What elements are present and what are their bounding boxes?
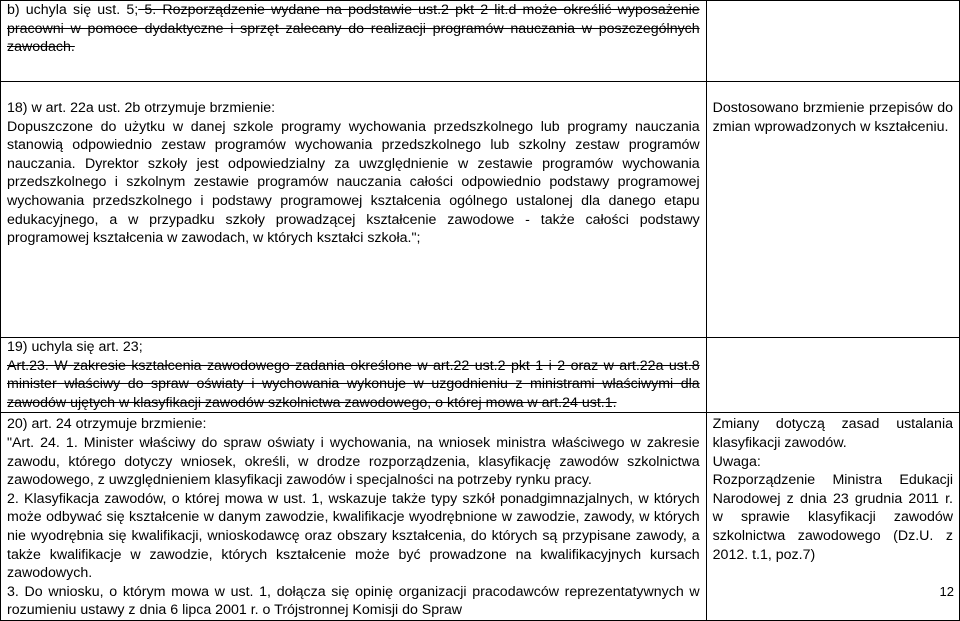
item-20-heading: 20) art. 24 otrzymuje brzmienie: [7,416,207,433]
page-number: 12 [939,584,954,599]
item-18-heading: 18) w art. 22a ust. 2b otrzymuje brzmienie: [7,100,276,116]
item-b-text: b) uchyla się ust. 5; [7,2,139,18]
cell-note-18 [706,82,959,338]
cell-item-19 [1,338,707,413]
table-row [1,1,960,82]
cell-item-18 [1,82,707,338]
item-20-para-3: 3. Do wniosku, o którym mowa w ust. 1, dołącza się opinię organizacji pracodawców reprezentatywnych w rozumieniu ustawy z dnia 6 lipca 2001 r. o Trójstronnej Komisji do Spraw [7,583,700,619]
paragraph-b [7,1,700,57]
cell-item-20 [1,413,707,621]
cell-repealed-text [1,1,707,82]
item-18-body: Dopuszczone do użytku w danej szkole programy wychowania przedszkolnego lub programy nauczania stanowią odpowiednio zestaw programów wychowania przedszkolnego lub szkolny zestaw programów nauczania. Dyrektor szkoły jest odpowiedzialny za uwzględnienie w zestawie programów wychowania przedszkolnego i szkolnym zestawie programów nauczania całości odpowiednio podstawy programowej wychowania przedszkolnego i podstawy programowej kształcenia ogólnego ustalonej dla danego etapu edukacyjnego, a w przypadku szkoły prowadzącej kształcenie zawodowe - także całości podstawy programowej kształcenia w zawodach, w których kształci szkoła."; [7,118,700,247]
note-20-2: Uwaga: [712,453,761,470]
cell-empty [706,338,959,413]
cell-note-20 [706,413,959,621]
table-row [1,338,960,413]
note-20-1: Zmiany dotyczą zasad ustalania klasyfikacji zawodów. [712,416,953,451]
note-20-3: Rozporządzenie Ministra Edukacji Narodowej z dnia 23 grudnia 2011 r. w sprawie klasyfikacji zawodów szkolnictwa zawodowego (Dz.U. z 2012. t.1, poz.7) [712,472,953,563]
cell-empty [706,1,959,82]
item-20-para-1: "Art. 24. 1. Minister właściwy do spraw oświaty i wychowania, na wniosek ministra właściwego w zakresie zawodu, którego dotyczy wniosek, określi, w drodze rozporządzenia, klasyfikację zawodów szkolnictwa zawodowego, z uwzględnieniem klasyfikacji zawodów i specjalności na potrzeby rynku pracy. [7,434,700,489]
table-row [1,413,960,621]
item-19-struck: Art.23. W zakresie kształcenia zawodowego zadania określone w art.22 ust.2 pkt 1 i 2 oraz w art.22a ust.8 minister właściwy do spraw oświaty i wychowania wykonuje w uzgodnieniu z ministrami właściwymi dla zawodów ujętych w klasyfikacji zawodów szkolnictwa zawodowego, o której mowa w art.24 ust.1. [7,357,700,411]
note-18: Dostosowano brzmienie przepisów do zmian wprowadzonych w kształceniu. [712,100,953,135]
struck-text: 5. Rozporządzenie wydane na podstawie ust.2 pkt 2 lit.d może określić wyposażenie pracowni w pomoce dydaktyczne i sprzęt zalecany do realizacji programów nauczania w poszczególnych zawodach. [7,2,700,56]
table-row [1,82,960,338]
item-20-para-2: 2. Klasyfikacja zawodów, o której mowa w ust. 1, wskazuje także typy szkół ponadgimnazjalnych, w których może odbywać się kształcenie w danym zawodzie, kwalifikacje wyodrębnione w zawodzie, zawody, w których nie wyodrębnia się kwalifikacji, wnioskodawcę oraz obszary kształcenia, do których są przypisane zawody, a także kwalifikacje w zawodzie, których kształcenie może być prowadzone na kwalifikacyjnych kursach zawodowych. [7,490,700,582]
item-19-heading: 19) uchyla się art. 23; [7,339,143,355]
